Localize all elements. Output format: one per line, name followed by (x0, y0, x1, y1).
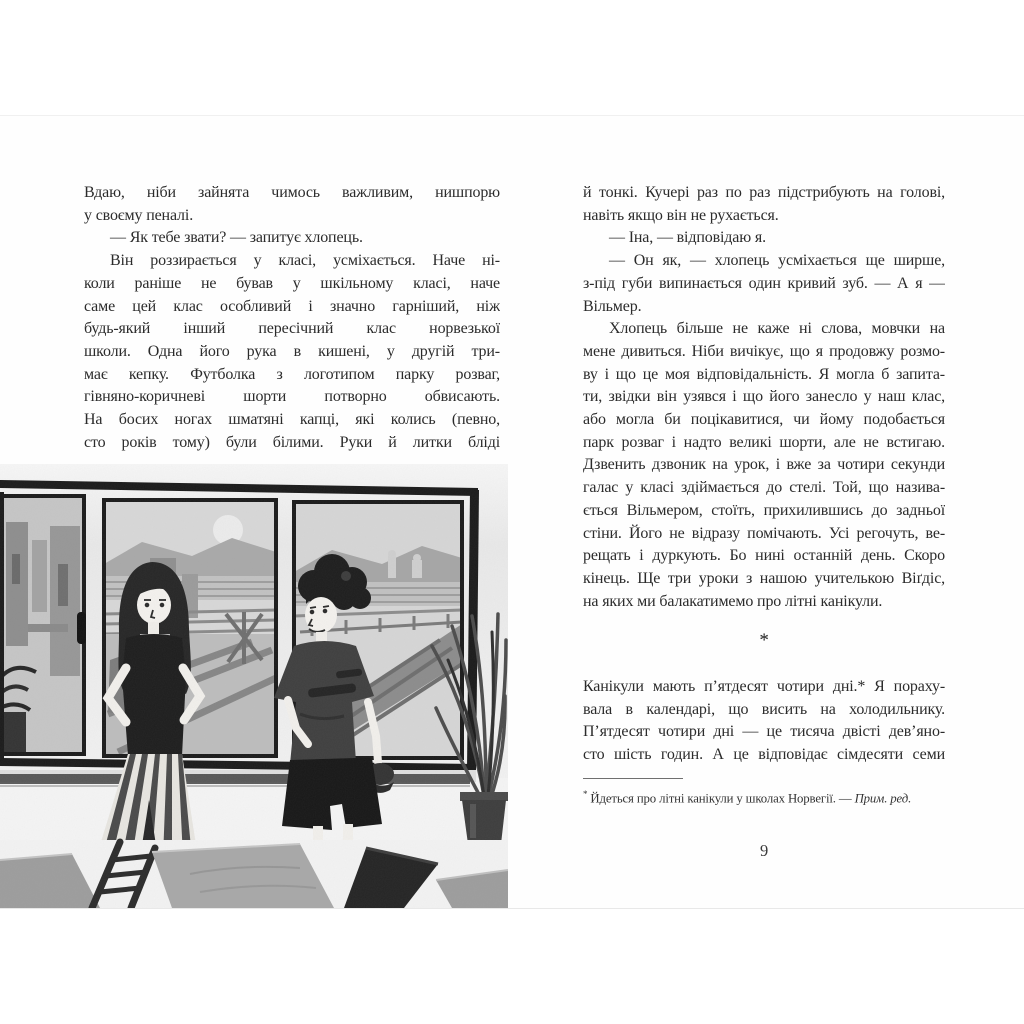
text-line: ву і що це моя відповідальність. Я могла б запита- (583, 365, 945, 383)
text-line: Вдаю, ніби зайнята чимось важливим, нишпорю (84, 184, 500, 201)
text-line: або могла би поцікавитися, чи йому подобається (583, 411, 945, 429)
text-line: гівняно-коричневі шорти потворно обвисають. (84, 388, 500, 406)
page-number: 9 (759, 841, 769, 860)
footnote-source: Прим. ред. (854, 791, 912, 806)
text-line: кінець. Ще три уроки з нашою учителькою Віґдіс, (583, 569, 945, 587)
book-page-spread (0, 115, 1024, 909)
text-line: Дзвенить дзвоник на урок, і вже за чотири секунди (583, 456, 945, 474)
text-line: Вільмер. (583, 297, 642, 315)
text-line: — Іна, — відповідаю я. (609, 229, 766, 247)
text-line: Хлопець більше не каже ні слова, мовчки на (609, 320, 945, 338)
footnote (583, 786, 945, 807)
text-line: ється Вільмером, стоїть, прихилившись до задньої (583, 501, 945, 519)
right-page (583, 182, 945, 902)
footnote-marker: * (583, 789, 588, 799)
text-line: має кепку. Футболка з логотипом парку розваг, (84, 365, 500, 383)
text-line: ти, звідки він узявся і що його занесло у наш клас, (583, 388, 945, 406)
right-page-text-top (583, 182, 945, 613)
text-line: у своєму пеналі. (84, 206, 194, 224)
text-line: — Он як, — хлопець усміхається ще ширше, (609, 252, 945, 270)
text-line: навіть якщо він не рухається. (583, 206, 779, 224)
text-line: вала в календарі, що висить на холодильнику. (583, 700, 945, 718)
text-line: мене дивиться. Ніби вичікує, що я продовжу розмо- (583, 342, 945, 360)
text-line: стіни. Його не відразу помічають. Усі регочуть, ве- (583, 524, 945, 542)
text-line: школи. Одна його рука в кишені, у другій три- (84, 342, 500, 360)
text-line: галас у класі здіймається до стелі. Той, що назива- (583, 479, 945, 497)
text-line: парк розваг і надто великі шорти, але не встигаю. (583, 433, 945, 451)
footnote-text: Йдеться про літні канікули у школах Норвегії. — (587, 791, 855, 806)
text-line: Канікули мають п’ятдесят чотири дні.* Я пораху- (583, 678, 945, 695)
text-line: сто шість годин. А це відповідає сімдесяти семи (583, 746, 945, 764)
text-line: Він роззирається у класі, усміхається. Наче ні- (110, 252, 500, 270)
text-line: сто років тому) були білими. Руки й литки бліді (84, 433, 500, 451)
footnote-rule (583, 778, 683, 779)
text-line: на яких ми балакатимемо про літні канікули. (583, 592, 883, 610)
text-line: коли раніше не бував у шкільному класі, наче (84, 274, 500, 292)
text-line: з-під губи випинається один кривий зуб. — А я — (583, 274, 945, 292)
text-line: й тонкі. Кучері раз по раз підстрибують на голові, (583, 184, 945, 201)
classroom-illustration (0, 464, 508, 908)
right-page-text-bottom (583, 676, 945, 767)
text-line: — Як тебе звати? — запитує хлопець. (110, 229, 363, 247)
text-line: На босих ногах шматяні капці, які колись (певно, (84, 411, 500, 429)
text-line: будь-який інший пересічний клас норвезької (84, 320, 500, 338)
text-line: П’ятдесят чотири дні — це тисяча двісті дев’яно- (583, 723, 945, 741)
section-separator: * (759, 630, 769, 651)
text-line: рещать і дуркують. Бо нині останній день. Скоро (583, 547, 945, 565)
text-line: саме цей клас особливий і значно гарніший, ніж (84, 297, 500, 315)
left-page-text (84, 182, 500, 454)
